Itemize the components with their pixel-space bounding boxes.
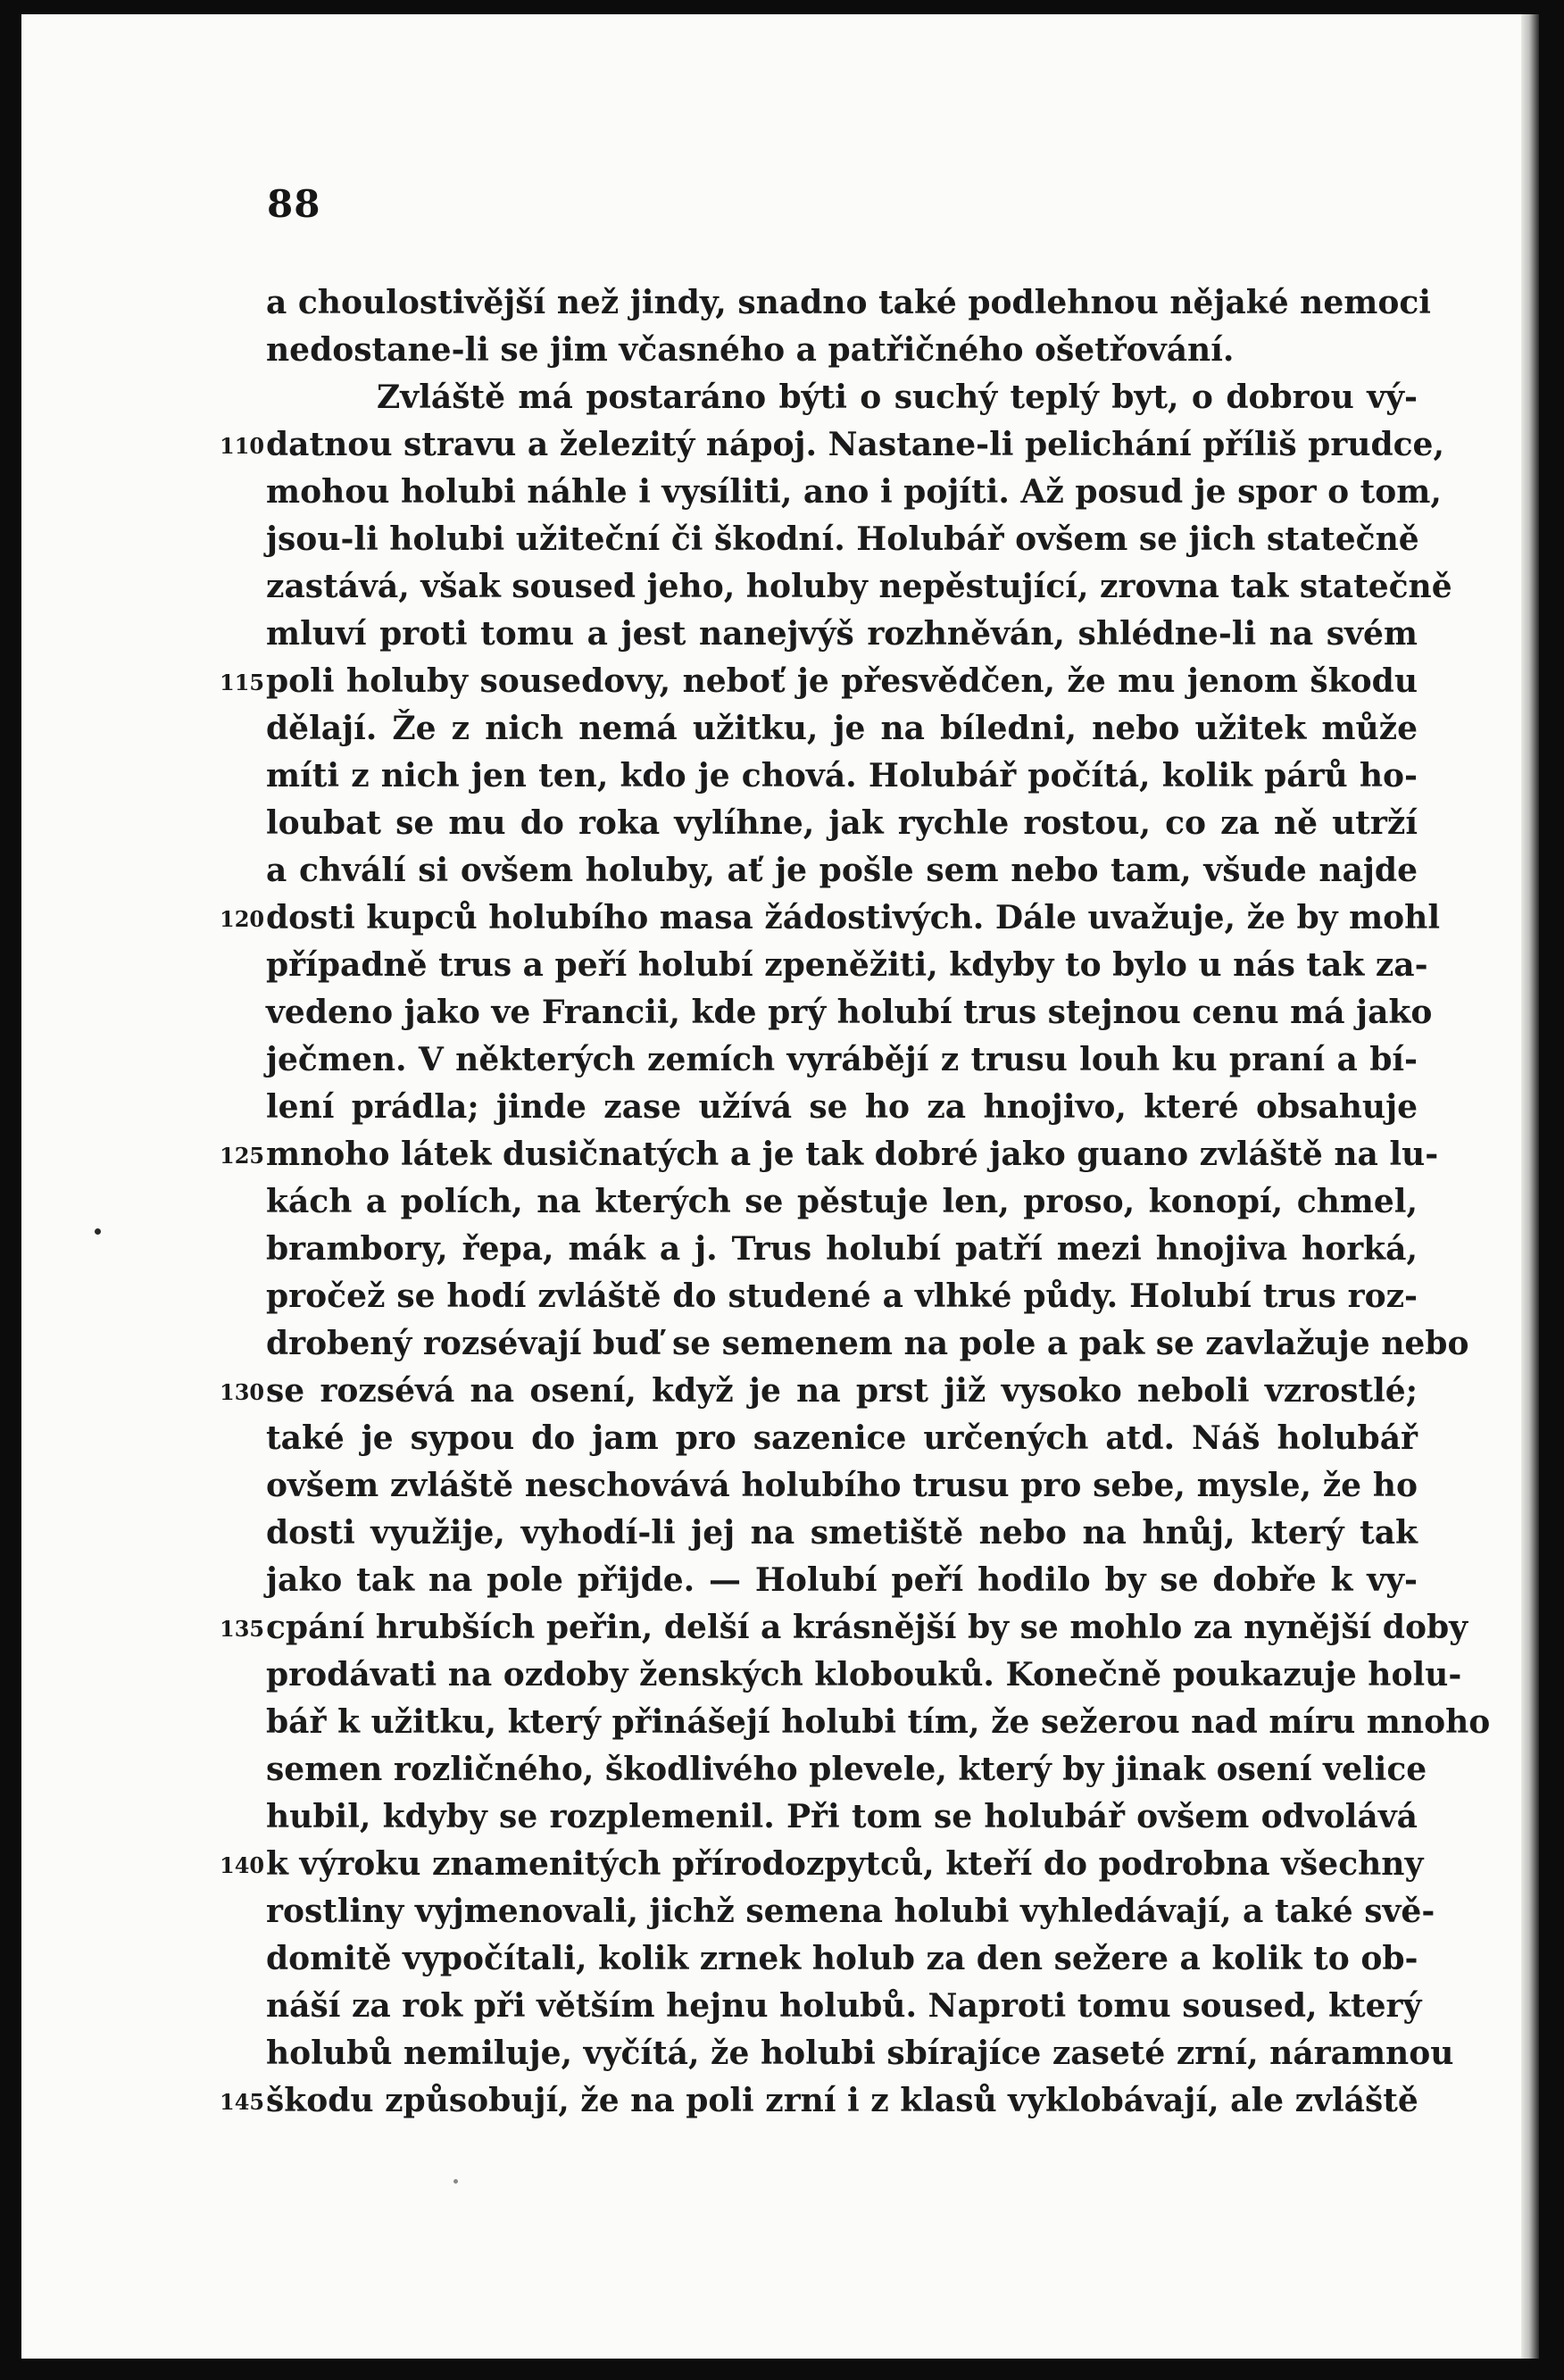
text-line: dosti využije, vyhodí-li jej na smetiště nebo na hnůj, který tak xyxy=(266,1514,1418,1552)
text-line: poli holuby sousedovy, neboť je přesvědčen, že mu jenom škodu xyxy=(266,662,1418,700)
text-line: hubil, kdyby se rozplemenil. Při tom se holubář ovšem odvolává xyxy=(266,1798,1418,1835)
text-line: náší za rok při větším hejnu holubů. Naproti tomu soused, který xyxy=(266,1987,1422,2025)
line-number: 140 xyxy=(220,1852,265,1878)
text-line: a chválí si ovšem holuby, ať je pošle sem nebo tam, všude najde xyxy=(266,852,1418,889)
line-number: 110 xyxy=(220,433,265,459)
text-line: Zvláště má postaráno býti o suchý teplý byt, o dobrou vý- xyxy=(377,379,1418,416)
text-line: dosti kupců holubího masa žádostivých. Dále uvažuje, že by mohl xyxy=(266,899,1441,936)
line-number: 130 xyxy=(220,1379,265,1405)
line-number: 125 xyxy=(220,1143,265,1169)
text-line: nedostane-li se jim včasného a patřičného ošetřování. xyxy=(266,331,1235,369)
text-line: pročež se hodí zvláště do studené a vlhké půdy. Holubí trus roz- xyxy=(266,1277,1418,1315)
book-page xyxy=(21,14,1539,2359)
text-line: škodu způsobují, že na poli zrní i z klasů vyklobávají, ale zvláště xyxy=(266,2082,1418,2119)
text-line: se rozsévá na osení, když je na prst již vysoko neboli vzrostlé; xyxy=(266,1372,1418,1410)
text-line: cpání hrubších peřin, delší a krásnější by se mohlo za nynější doby xyxy=(266,1609,1468,1646)
body-text xyxy=(21,14,1539,2359)
ink-speck xyxy=(95,1228,101,1235)
text-line: ječmen. V některých zemích vyrábějí z trusu louh ku praní a bí- xyxy=(266,1041,1418,1078)
text-line: zastává, však soused jeho, holuby nepěstující, zrovna tak statečně xyxy=(266,568,1452,605)
text-line: holubů nemiluje, vyčítá, že holubi sbírajíce zaseté zrní, náramnou xyxy=(266,2035,1454,2072)
text-line: rostliny vyjmenovali, jichž semena holubi vyhledávají, a také svě- xyxy=(266,1893,1435,1930)
line-number: 135 xyxy=(220,1616,265,1642)
text-line: prodávati na ozdoby ženských klobouků. Konečně poukazuje holu- xyxy=(266,1656,1462,1693)
text-line: loubat se mu do roka vylíhne, jak rychle rostou, co za ně utrží xyxy=(266,804,1418,842)
text-line: a choulostivější než jindy, snadno také podlehnou nějaké nemoci xyxy=(266,284,1431,321)
text-line: bář k užitku, který přinášejí holubi tím, že sežerou nad míru mnoho xyxy=(266,1703,1491,1741)
text-line: mluví proti tomu a jest nanejvýš rozhněván, shlédne-li na svém xyxy=(266,615,1418,653)
text-line: dělají. Že z nich nemá užitku, je na bíledni, nebo užitek může xyxy=(266,710,1418,747)
text-line: domitě vypočítali, kolik zrnek holub za den sežere a kolik to ob- xyxy=(266,1940,1418,1977)
line-number: 120 xyxy=(220,906,265,932)
text-line: semen rozličného, škodlivého plevele, který by jinak osení velice xyxy=(266,1751,1427,1788)
text-line: jsou-li holubi užiteční či škodní. Holubář ovšem se jich statečně xyxy=(266,520,1419,558)
text-line: mnoho látek dusičnatých a je tak dobré jako guano zvláště na lu- xyxy=(266,1136,1439,1173)
text-line: jako tak na pole přijde. — Holubí peří hodilo by se dobře k vy- xyxy=(266,1561,1418,1599)
text-line: drobený rozsévají buď se semenem na pole a pak se zavlažuje nebo xyxy=(266,1325,1469,1362)
text-line: vedeno jako ve Francii, kde prý holubí trus stejnou cenu má jako xyxy=(266,994,1433,1031)
text-line: ovšem zvláště neschovává holubího trusu pro sebe, mysle, že ho xyxy=(266,1467,1418,1504)
text-line: kách a polích, na kterých se pěstuje len, proso, konopí, chmel, xyxy=(266,1183,1418,1220)
ink-speck xyxy=(453,2179,458,2184)
page-number: 88 xyxy=(267,182,321,226)
text-line: lení prádla; jinde zase užívá se ho za hnojivo, které obsahuje xyxy=(266,1088,1418,1126)
text-line: brambory, řepa, mák a j. Trus holubí patří mezi hnojiva horká, xyxy=(266,1230,1418,1268)
text-line: míti z nich jen ten, kdo je chová. Holubář počítá, kolik párů ho- xyxy=(266,757,1418,795)
text-line: k výroku znamenitých přírodozpytců, kteří do podrobna všechny xyxy=(266,1845,1424,1883)
text-line: také je sypou do jam pro sazenice určených atd. Náš holubář xyxy=(266,1419,1418,1457)
text-line: datnou stravu a železitý nápoj. Nastane-li pelichání příliš prudce, xyxy=(266,426,1444,463)
line-number: 145 xyxy=(220,2089,265,2115)
text-line: mohou holubi náhle i vysíliti, ano i pojíti. Až posud je spor o tom, xyxy=(266,473,1442,511)
line-number: 115 xyxy=(220,670,265,695)
text-line: případně trus a peří holubí zpeněžiti, kdyby to bylo u nás tak za- xyxy=(266,946,1428,984)
